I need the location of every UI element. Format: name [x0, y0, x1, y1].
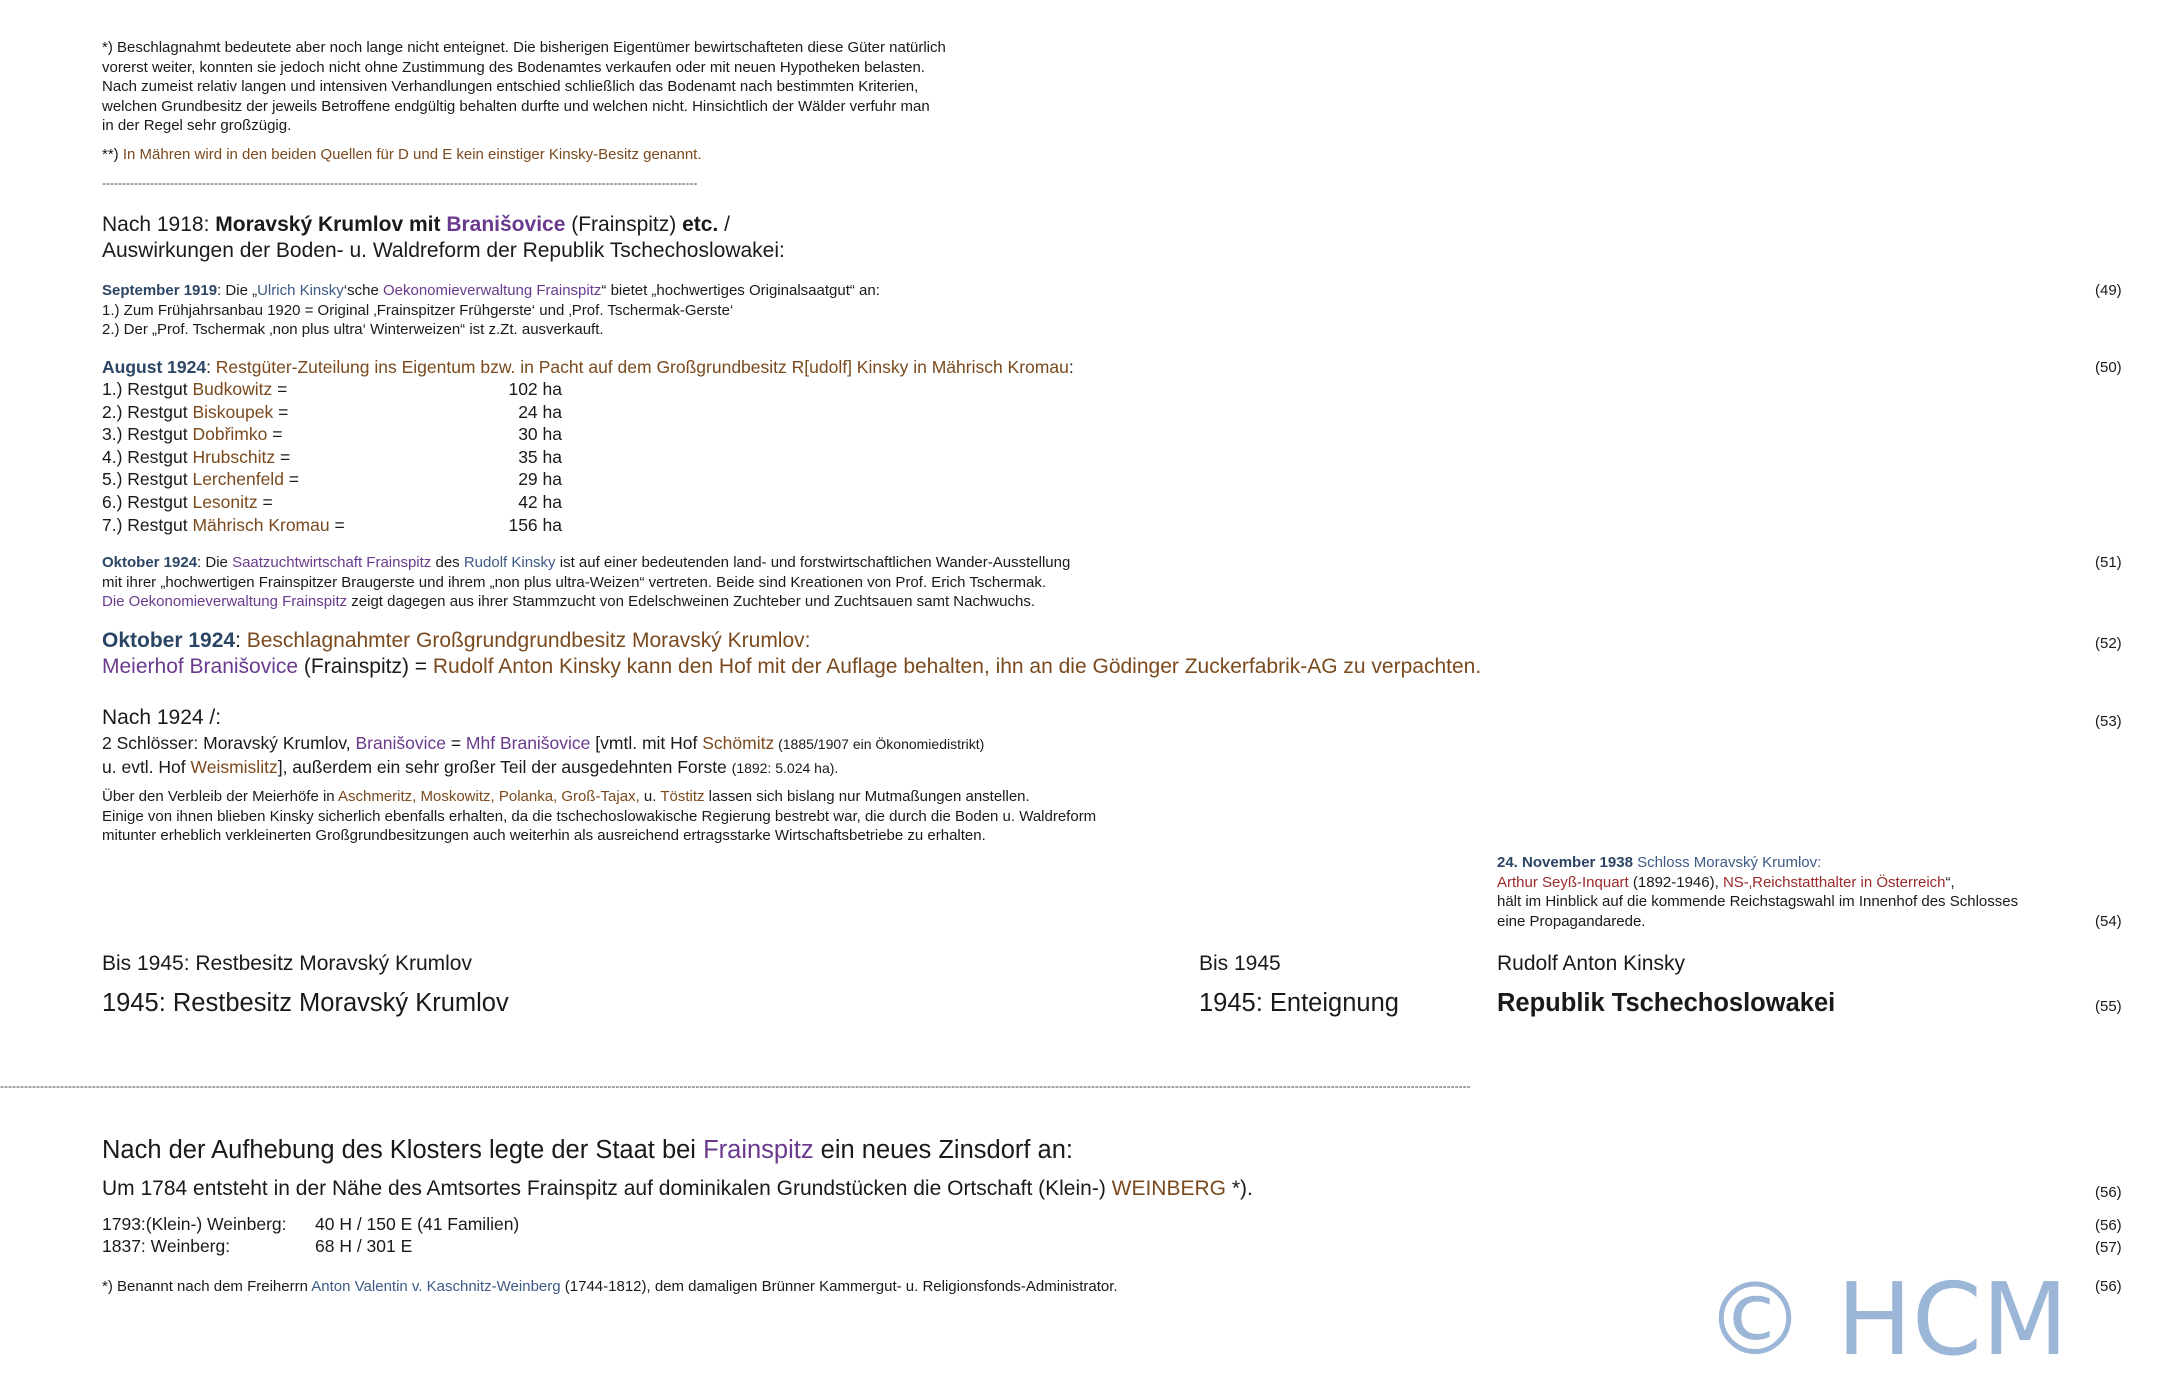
place-name: Meierhof Branišovice — [102, 655, 299, 678]
entry-text: u. — [639, 788, 661, 805]
restgut-prefix: 6.) Restgut — [102, 491, 193, 512]
footnote-marker: **) — [102, 146, 119, 163]
entry-text: Um 1784 entsteht in der Nähe des Amtsortes Frainspitz auf dominikalen Grundstücken die Ortschaft (Klein-) — [102, 1177, 1112, 1200]
entry-nov-1938 — [1497, 853, 2097, 931]
entry-text: ist auf einer bedeutenden land- und forstwirtschaftlichen Wander-Ausstellung — [555, 554, 1071, 571]
heading-part: Nach 1918: — [102, 213, 216, 236]
restgut-equals: = — [267, 424, 283, 445]
restgut-place: Mährisch Kromau — [192, 514, 330, 535]
place-name: WEINBERG — [1111, 1177, 1226, 1200]
org-name: Die Oekonomieverwaltung Frainspitz — [102, 593, 348, 610]
source-ref: (53) — [2095, 713, 2122, 730]
entry-line: Einige von ihnen blieben Kinsky sicherlich ebenfalls erhalten, da die tschechoslowakische Regierung bestrebt war, die durch die Boden u. Waldreform — [102, 807, 1097, 825]
restgut-place: Lerchenfeld — [192, 469, 284, 490]
source-ref: (49) — [2095, 282, 2122, 299]
restgut-area: 102 ha — [508, 379, 562, 399]
entry-line: hält im Hinblick auf die kommende Reichstagswahl im Innenhof des Schlosses — [1497, 893, 2019, 910]
bis1945-mid: Bis 1945 — [1199, 952, 1281, 975]
entry-text: lassen sich bislang nur Mutmaßungen anstellen. — [704, 788, 1030, 805]
restgut-prefix: 2.) Restgut — [102, 401, 193, 422]
restgut-equals: = — [257, 491, 273, 512]
entry-text: u. evtl. Hof — [102, 756, 191, 777]
restgut-prefix: 1.) Restgut — [102, 379, 193, 399]
restgut-area: 42 ha — [518, 491, 562, 512]
entry-line: 2.) Der „Prof. Tschermak ‚non plus ultra‘ Winterweizen“ ist z.Zt. ausverkauft. — [102, 321, 604, 338]
entry-text: : Die „ — [217, 282, 258, 299]
entry-aug-1924 — [102, 356, 2002, 379]
source-ref: (57) — [2095, 1239, 2122, 1256]
entry-text: Restgüter-Zuteilung ins Eigentum bzw. in Pacht auf dem Großgrundbesitz R[udolf] Kinsky in Mährisch Kromau — [215, 357, 1069, 377]
y1945-right: Republik Tschechoslowakei — [1497, 989, 1836, 1017]
entry-text: Rudolf Anton Kinsky kann den Hof mit der Auflage behalten, ihn an die Gödinger Zuckerfabrik-AG zu verpachten. — [432, 655, 1482, 678]
source-ref: (52) — [2095, 635, 2122, 652]
entry-text: = — [445, 733, 466, 753]
heading-part: Nach der Aufhebung des Klosters legte der Staat bei — [102, 1136, 704, 1164]
org-name: Oekonomieverwaltung Frainspitz — [382, 282, 602, 299]
source-ref: (54) — [2095, 913, 2122, 930]
entry-text: ‘sche — [343, 282, 383, 299]
restgut-name — [102, 401, 288, 424]
person-link: Rudolf Kinsky — [463, 554, 556, 571]
restgut-prefix: 3.) Restgut — [102, 424, 193, 445]
title-text: NS-‚Reichstatthalter in Österreich — [1722, 873, 1946, 891]
entry-text: (1892: 5.024 ha). — [731, 759, 839, 776]
entry-date: September 1919 — [102, 282, 218, 299]
restgut-name — [102, 491, 273, 514]
entry-line: eine Propagandarede. — [1497, 912, 1646, 930]
entry-date: Oktober 1924 — [102, 554, 198, 571]
entry-text: Über den Verbleib der Meierhöfe in — [102, 788, 338, 805]
bis1945-left: Bis 1945: Restbesitz Moravský Krumlov — [102, 952, 472, 975]
footnote-line: *) Beschlagnahmt bedeutete aber noch lange nicht enteignet. Die bisherigen Eigentümer bewirtschafteten diese Güter natürlich — [102, 39, 946, 56]
entry-text: *) Benannt nach dem Freiherrn — [102, 1278, 312, 1295]
heading-part: (Frainspitz) — [565, 213, 683, 236]
person-link: Arthur Seyß-Inquart — [1497, 873, 1629, 891]
heading-part: etc. — [682, 213, 719, 236]
restgut-place: Biskoupek — [192, 401, 274, 422]
source-ref: (55) — [2095, 998, 2122, 1015]
heading-part: / — [718, 213, 730, 236]
entry-sep-1919 — [102, 281, 2002, 340]
restgut-name — [102, 378, 287, 401]
restgut-place: Hrubschitz — [192, 446, 276, 467]
footnote-line: in der Regel sehr großzügig. — [102, 117, 292, 134]
heading-place: Branišovice — [446, 213, 566, 236]
footnote-line: Nach zumeist relativ langen und intensiven Verhandlungen entschied schließlich das Bodenamt nach bestimmten Kriterien, — [102, 78, 919, 95]
footnote-line: vorerst weiter, konnten sie jedoch nicht ohne Zustimmung des Bodenamtes verkaufen oder mit neuen Hypotheken belasten. — [102, 58, 925, 76]
entry-line: mit ihrer „hochwertigen Frainspitzer Braugerste und ihrem „non plus ultra-Weizen“ vertreten. Beide sind Kreationen von Prof. Erich Tschermak. — [102, 573, 1047, 591]
source-ref: (56) — [2095, 1278, 2122, 1295]
entry-schloesser — [102, 732, 2002, 779]
population-value: 40 H / 150 E (41 Familien) — [315, 1214, 520, 1234]
restgut-equals: = — [329, 514, 345, 535]
entry-text: 2 Schlösser: Moravský Krumlov, — [102, 733, 356, 753]
population-label: 1837: Weinberg: — [102, 1236, 231, 1256]
entry-text: des — [431, 554, 464, 571]
restgut-prefix: 4.) Restgut — [102, 446, 193, 467]
restgut-area: 29 ha — [518, 469, 562, 490]
footnote-line: welchen Grundbesitz der jeweils Betroffene endgültig behalten durfte und welchen nicht. Hinsichtlich der Wälder verfuhr man — [102, 97, 930, 115]
restgut-equals: = — [272, 379, 288, 399]
source-ref: (51) — [2095, 554, 2122, 571]
restgut-place: Budkowitz — [192, 379, 273, 399]
entry-date: 24. November 1938 — [1497, 854, 1633, 871]
source-ref: (56) — [2095, 1217, 2122, 1234]
divider-short: ----------------------------------------------------------------------------------------------------------------------------------------------------- — [102, 176, 698, 190]
copyright-watermark: © HCM — [1705, 1261, 2069, 1378]
restgut-equals: = — [275, 446, 291, 467]
entry-okt-1924-ausstellung — [102, 553, 2002, 612]
entry-text: : — [1068, 357, 1074, 377]
population-value: 68 H / 301 E — [315, 1236, 413, 1256]
entry-text: : — [235, 629, 247, 652]
restgut-prefix: 5.) Restgut — [102, 469, 193, 490]
restgut-place: Dobřimko — [192, 424, 268, 445]
y1945-mid: 1945: Enteignung — [1199, 989, 1399, 1017]
restgut-place: Lesonitz — [192, 491, 258, 512]
restgut-name — [102, 468, 299, 491]
entry-date: Oktober 1924 — [102, 629, 236, 652]
entry-okt-1924-beschlagnahme — [102, 628, 2002, 680]
entry-text: (1885/1907 ein Ökonomiedistrikt) — [774, 736, 985, 752]
divider-long: -------------------------------------------------------------------------------------------------------------------------------------------------------------------------------------------------------------------------------------------------------------------------------------------------------------------------------------------------------------------------------- — [0, 1079, 1471, 1093]
restgut-name — [102, 423, 282, 446]
section-heading-kloster — [102, 1135, 2002, 1165]
entry-line: 1.) Zum Frühjahrsanbau 1920 = Original ‚Frainspitzer Frühgerste‘ und ‚Prof. Tschermak-Gerste‘ — [102, 301, 734, 319]
footnote-text: In Mähren wird in den beiden Quellen für D und E kein einstiger Kinsky-Besitz genannt. — [118, 146, 702, 163]
section-heading-nach-1924: Nach 1924 /: — [102, 706, 222, 729]
footnote-beschlagnahmt — [102, 38, 2002, 136]
entry-text: [vmtl. mit Hof — [590, 733, 703, 753]
restgut-equals: = — [273, 401, 289, 422]
entry-text: (Frainspitz) = — [298, 655, 433, 678]
entry-text: “, — [1945, 873, 1955, 891]
heading-part: ein neues Zinsdorf an: — [813, 1136, 1074, 1164]
entry-date: August 1924 — [102, 357, 207, 377]
entry-weinberg — [102, 1176, 2002, 1202]
place-name: Mhf Branišovice — [465, 733, 591, 753]
entry-text: zeigt dagegen aus ihrer Stammzucht von Edelschweinen Zuchteber und Zuchtsauen samt Nachwuchs. — [347, 593, 1035, 610]
place-name: Weismislitz — [190, 756, 278, 777]
place-name: Schömitz — [702, 733, 775, 753]
entry-text: *). — [1225, 1177, 1253, 1200]
place-name: Schloss Moravský Krumlov: — [1632, 854, 1822, 871]
place-name: Frainspitz — [703, 1136, 814, 1164]
entry-meierhoefe — [102, 787, 2002, 846]
source-ref: (56) — [2095, 1184, 2122, 1201]
entry-line: mitunter erheblich verkleinerten Großgrundbesitzungen auch weiterhin als ausreichend ertragsstarke Wirtschaftsbetriebe zu erhalten. — [102, 827, 986, 844]
entry-text: “ bietet „hochwertiges Originalsaatgut“ an: — [601, 282, 880, 299]
source-ref: (50) — [2095, 359, 2122, 376]
entry-text: Beschlagnahmter Großgrundgrundbesitz Moravský Krumlov: — [246, 629, 811, 652]
entry-text: ], außerdem ein sehr großer Teil der ausgedehnten Forste — [277, 756, 732, 777]
restgut-area: 30 ha — [518, 424, 562, 445]
person-link: Anton Valentin v. Kaschnitz-Weinberg — [311, 1278, 561, 1295]
y1945-left: 1945: Restbesitz Moravský Krumlov — [102, 989, 509, 1017]
restgut-area: 35 ha — [518, 446, 562, 467]
restgut-area: 24 ha — [518, 401, 562, 422]
section-heading-1918 — [102, 212, 2002, 264]
place-name: Branišovice — [355, 733, 446, 753]
restgut-prefix: 7.) Restgut — [102, 514, 193, 535]
restgut-area: 156 ha — [508, 514, 562, 535]
place-list: Aschmeritz, Moskowitz, Polanka, Groß-Tajax, — [337, 788, 640, 805]
entry-text: : Die — [197, 554, 233, 571]
heading-subtitle: Auswirkungen der Boden- u. Waldreform der Republik Tschechoslowakei: — [102, 239, 785, 262]
person-link: Ulrich Kinsky — [257, 282, 344, 299]
population-label: 1793:(Klein-) Weinberg: — [102, 1214, 287, 1234]
restgut-equals: = — [283, 469, 300, 490]
restgut-name — [102, 446, 290, 469]
bis1945-right: Rudolf Anton Kinsky — [1497, 952, 1685, 975]
place-name: Töstitz — [660, 788, 705, 805]
entry-text: : — [206, 357, 216, 377]
entry-text: (1744-1812), dem damaligen Brünner Kammergut- u. Religionsfonds-Administrator. — [560, 1278, 1118, 1295]
footnote-maehren — [102, 145, 2002, 165]
heading-part: Moravský Krumlov mit — [215, 213, 447, 236]
entry-text: (1892-1946), — [1628, 873, 1723, 891]
restgut-name — [102, 514, 345, 537]
org-name: Saatzuchtwirtschaft Frainspitz — [232, 554, 432, 571]
